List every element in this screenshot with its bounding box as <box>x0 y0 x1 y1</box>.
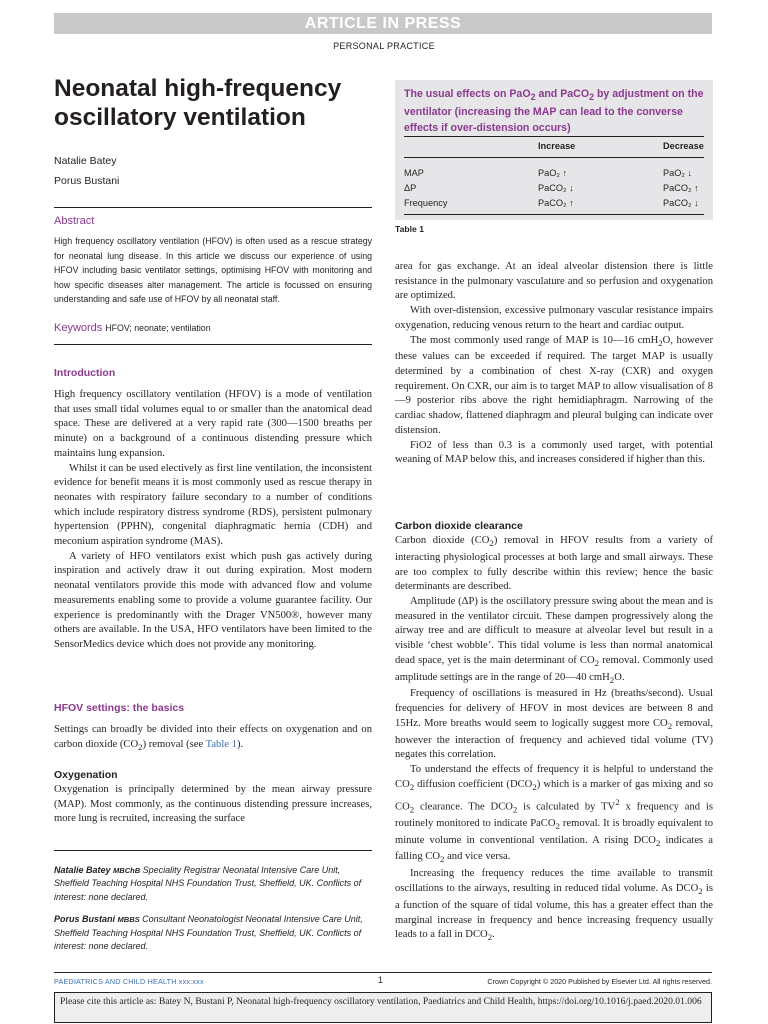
author-name: Natalie Batey <box>54 155 117 167</box>
paragraph: Carbon dioxide $(CO_2)$ removal in HFOV results from a variety of interacting physiological processes at both large and small airways. These are too complex to fully describe within this review; hence the basic determinants are described. <box>395 535 713 593</box>
paragraph: With over-distension, excessive pulmonary vascular resistance impairs oxygenation, reducing venous return to the heart and cardiac output. <box>395 305 713 331</box>
table-caption: The usual effects on PaO$_2$ and PaCO$_2$ by adjustment on the ventilator (increasing the MAP can lead to the converse effects if over-distension occurs) <box>404 88 704 134</box>
table-rule <box>404 214 704 215</box>
table-cell: PaCO₂ ↑ <box>663 183 699 193</box>
co2-body <box>395 534 713 945</box>
oxygenation-body-col1 <box>54 783 372 827</box>
paragraph: Oxygenation is principally determined by the mean airway pressure (MAP). Most commonly, as the continuous distending pressure increases, more lung is recruited, increasing the surface <box>54 784 372 825</box>
paragraph: Amplitude (ΔP) is the oscillatory pressure swing about the mean and is measured in the ventilator circuit. These dampen progressively along the airway tree and are difficult to measure at alveolar level but result in a visible ‘chest wobble’. This tidal volume is less than normal anatomical dead space, yet is the main determinant of $CO_2$ removal. Commonly used amplitude settings are in the range of 20—40 cmH$_2$O. <box>395 595 713 685</box>
paragraph: Settings can broadly be divided into their effects on oxygenation and on carbon dioxide $(CO_2)$ removal (see Table 1). <box>54 724 372 752</box>
keywords-line <box>54 322 372 334</box>
table-1-link[interactable]: Table 1 <box>205 738 237 750</box>
table-rule <box>404 136 704 137</box>
table-cell: PaCO₂ ↓ <box>538 183 574 193</box>
divider <box>54 972 712 973</box>
oxygenation-body-col2 <box>395 260 713 468</box>
keywords-label: Keywords <box>54 322 103 334</box>
table-cell: PaO₂ ↑ <box>538 168 568 178</box>
divider <box>54 850 372 851</box>
paragraph: To understand the effects of frequency it is helpful to understand the $CO_2$ diffusion coefficient $(DCO_2)$ which is a marker of gas mixing and so $CO_2$ clearance. The $DCO_2$ is calculated by $TV^2$ x frequency and is routinely monitored to indicate PaCO$_2$ removal. It is broadly equivalent to minute volume in conventional ventilation. A rising $DCO_2$ indicates a falling $CO_2$ and vice versa. <box>395 763 714 865</box>
introduction-heading: Introduction <box>54 367 116 379</box>
introduction-body <box>54 388 372 653</box>
author-footnotes <box>54 864 372 953</box>
table-rule <box>404 157 704 158</box>
author-list <box>54 151 119 191</box>
article-in-press-banner: ARTICLE IN PRESS <box>54 13 712 34</box>
paragraph: area for gas exchange. At an ideal alveolar distension there is little resistance in the pulmonary vasculature and so perfusion and oxygenation are optimized. <box>395 261 713 302</box>
table-param: MAP <box>404 168 424 178</box>
abstract-text: High frequency oscillatory ventilation (HFOV) is often used as a rescue strategy for neonatal lung disease. In this article we discuss our experience of using HFOV including basic ventilator settings, optimising HFOV with monitoring and how specific diseases alter management. The article is focussed on ensuring understanding and safe use of HFOV by all neonatal staff. <box>54 236 372 305</box>
copyright-notice: Crown Copyright © 2020 Published by Elsevier Ltd. All rights reserved. <box>487 977 712 986</box>
paragraph: A variety of HFO ventilators exist which push gas actively during inspiration and actively draw it out during expiration. Most modern neonatal ventilators provide this mode with advanced flow and volume measurements enabling some to provide a volume guarantee facility. Our experience is predominantly with the Drager VN500®, however many others are available. In the USA, HFO ventilators have been limited to the SensorMedics device which does not provide any monitoring. <box>54 550 372 650</box>
basics-body <box>54 723 372 755</box>
paragraph: Increasing the frequency reduces the time available to transmit oscillations to the airways, resulting in reduced tidal volume. As $DCO_2$ is a function of the square of tidal volume, this has a greater effect than the marginal increase in frequency and hence increasing frequency usually leads to a fall in $DCO_2$. <box>395 868 713 943</box>
table-1 <box>395 80 713 220</box>
divider <box>54 207 372 208</box>
paragraph: High frequency oscillatory ventilation (HFOV) is a mode of ventilation that uses small tidal volumes equal to or smaller than the anatomical dead space. These are delivered at a very rapid rate (300—1500 breaths per minute) on a background of a continuous distending pressure which maintains lung expansion. <box>54 389 372 459</box>
paragraph: Frequency of oscillations is measured in Hz (breaths/second). Usual frequencies for delivery of HFOV in most devices are between 8 and 15Hz. More breaths would seem to logically suggest more $CO_2$ removal, however the interaction of frequency and achieved tidal volume (TV) negates this correlation. <box>395 688 713 761</box>
paragraph: The most commonly used range of MAP is 10—16 cmH$_2$O, however these values can be exceeded if required. The target MAP is usually determined by a combination of chest X-ray (CXR) and oxygen requirement. On CXR, our aim is to target MAP to allow visualisation of 8—9 posterior ribs above the right hemidiaphragm. Narrowing of the cardiac shadow, flattened diaphragm and pleural bulging can indicate over distension. <box>395 334 714 436</box>
keywords-text: HFOV; neonate; ventilation <box>105 323 211 333</box>
abstract-heading: Abstract <box>54 215 95 227</box>
journal-name: PAEDIATRICS AND CHILD HEALTH xxx:xxx <box>54 977 204 986</box>
author-name: Porus Bustani <box>54 175 120 187</box>
table-param: ΔP <box>404 183 417 193</box>
table-param: Frequency <box>404 198 448 208</box>
article-title: Neonatal high-frequency oscillatory ventilation <box>54 75 342 131</box>
table-header-increase: Increase <box>538 141 576 151</box>
footnote-author-1: Natalie Batey MBChB Speciality Registrar Neonatal Intensive Care Unit, Sheffield Teaching Hospital NHS Foundation Trust, Sheffield, UK. Conflicts of interest: none declared. <box>54 865 362 902</box>
divider <box>54 344 372 345</box>
page-number: 1 <box>378 975 384 985</box>
basics-heading: HFOV settings: the basics <box>54 702 185 714</box>
table-label: Table 1 <box>395 224 424 234</box>
footnote-author-2: Porus Bustani MBBS Consultant Neonatologist Neonatal Intensive Care Unit, Sheffield Teaching Hospital NHS Foundation Trust, Sheffield, UK. Conflicts of interest: none declared. <box>54 914 363 952</box>
table-header-decrease: Decrease <box>663 141 704 151</box>
oxygenation-heading: Oxygenation <box>54 769 118 781</box>
section-label: PERSONAL PRACTICE <box>333 41 435 51</box>
paragraph: Whilst it can be used electively as first line ventilation, the inconsistent evidence for benefit means it is most commonly used as rescue therapy in neonates with respiratory failure secondary to a number of conditions which include respiratory distress syndrome (RDS), persistent pulmonary hypertension (PPHN), congenital diaphragmatic hernia (CDH) and meconium aspiration syndrome (MAS). <box>54 462 372 548</box>
citation-box: Please cite this article as: Batey N, Bustani P, Neonatal high-frequency oscillatory ventilation, Paediatrics and Child Health, https://doi.org/10.1016/j.paed.2020.01.006 <box>54 992 712 1023</box>
table-cell: PaO₂ ↓ <box>663 168 693 178</box>
table-cell: PaCO₂ ↓ <box>663 198 699 208</box>
paragraph: FiO2 of less than 0.3 is a commonly used target, with potential weaning of MAP below this, and increases considered if higher than this. <box>395 439 713 466</box>
co2-heading: Carbon dioxide clearance <box>395 520 523 532</box>
table-cell: PaCO₂ ↑ <box>538 198 574 208</box>
